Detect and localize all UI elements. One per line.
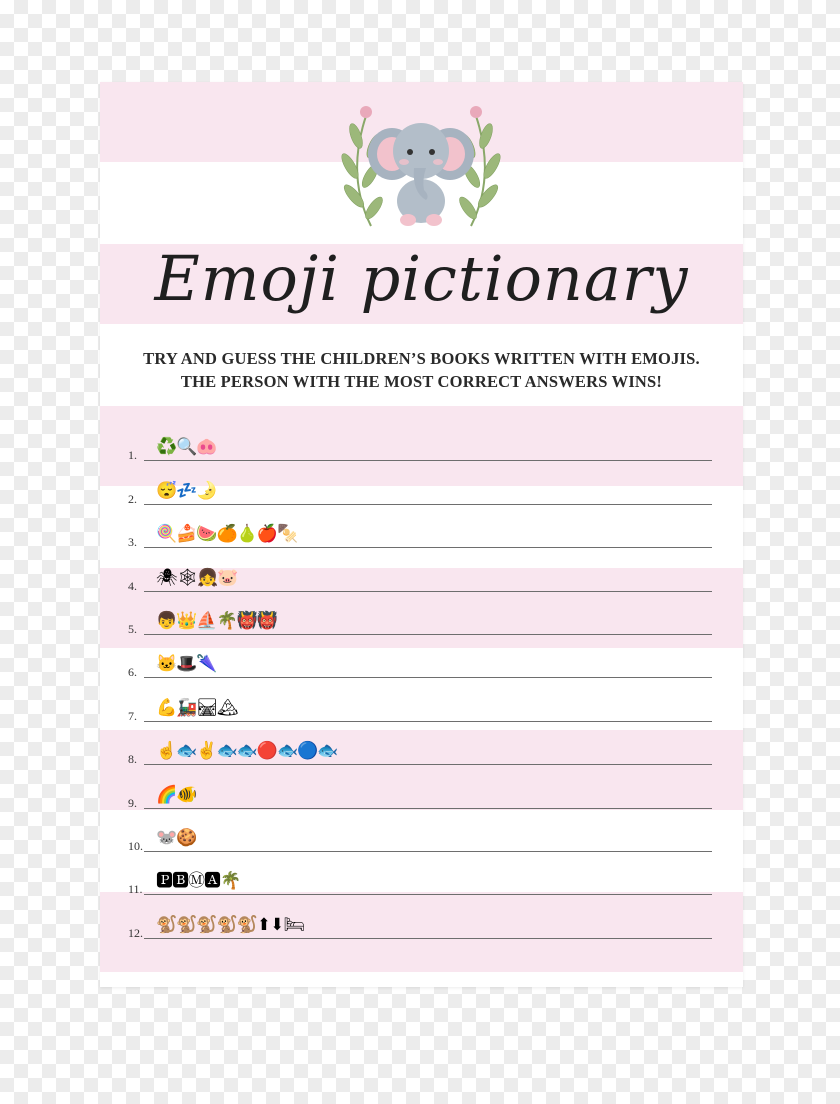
question-row xyxy=(128,901,714,944)
emoji-clue: 👦👑⛵🌴👹👹 xyxy=(156,610,278,631)
page-title: Emoji pictionary xyxy=(154,242,689,315)
question-number: 3. xyxy=(128,535,137,550)
question-list xyxy=(128,424,714,945)
question-number: 4. xyxy=(128,578,137,593)
elephant-wreath-illustration xyxy=(326,96,516,236)
emoji-clue: 🍭🍰🍉🍊🍐🍎🍢 xyxy=(156,524,298,545)
question-row xyxy=(128,728,714,771)
question-number: 12. xyxy=(128,925,143,940)
question-row xyxy=(128,598,714,641)
answer-line[interactable] xyxy=(144,634,712,635)
question-row xyxy=(128,467,714,510)
question-number: 7. xyxy=(128,708,137,723)
answer-line[interactable] xyxy=(144,677,712,678)
question-number: 5. xyxy=(128,621,137,636)
emoji-clue: 💪🚂🛤🏔 xyxy=(156,697,238,718)
question-row xyxy=(128,554,714,597)
answer-line[interactable] xyxy=(144,894,712,895)
question-row xyxy=(128,511,714,554)
answer-line[interactable] xyxy=(144,547,712,548)
question-number: 10. xyxy=(128,838,143,853)
emoji-clue: 🌈🐠 xyxy=(156,784,197,805)
emoji-clue: 🐱🎩🌂 xyxy=(156,654,217,675)
instructions-line-2: THE PERSON WITH THE MOST CORRECT ANSWERS WINS! xyxy=(180,372,663,391)
question-row xyxy=(128,858,714,901)
question-row xyxy=(128,684,714,727)
answer-line[interactable] xyxy=(144,851,712,852)
question-number: 8. xyxy=(128,752,137,767)
answer-line[interactable] xyxy=(144,504,712,505)
question-row xyxy=(128,641,714,684)
emoji-clue: ☝🐟✌🐟🐟🔴🐟🔵🐟 xyxy=(156,741,338,762)
instructions-line-1: TRY AND GUESS THE CHILDREN’S BOOKS WRITTEN WITH EMOJIS. xyxy=(143,349,700,368)
game-card xyxy=(100,82,743,987)
emoji-clue: 🕷🕸👧🐷 xyxy=(156,567,238,588)
emoji-clue: 🐭🍪 xyxy=(156,827,197,848)
question-number: 1. xyxy=(128,448,137,463)
emoji-clue: ♻️🔍🐽 xyxy=(156,437,217,458)
question-row xyxy=(128,815,714,858)
question-row xyxy=(128,771,714,814)
emoji-clue: 🐒🐒🐒🐒🐒⬆⬇🛏 xyxy=(156,914,304,935)
question-number: 9. xyxy=(128,795,137,810)
answer-line[interactable] xyxy=(144,764,712,765)
emoji-clue: 😴💤🌛 xyxy=(156,480,217,501)
answer-line[interactable] xyxy=(144,591,712,592)
emoji-clue: 🅿🅱Ⓜ🅰🌴 xyxy=(156,871,241,892)
answer-line[interactable] xyxy=(144,808,712,809)
question-number: 6. xyxy=(128,665,137,680)
question-number: 2. xyxy=(128,491,137,506)
question-row xyxy=(128,424,714,467)
question-number: 11. xyxy=(128,882,143,897)
answer-line[interactable] xyxy=(144,721,712,722)
answer-line[interactable] xyxy=(144,460,712,461)
answer-line[interactable] xyxy=(144,938,712,939)
